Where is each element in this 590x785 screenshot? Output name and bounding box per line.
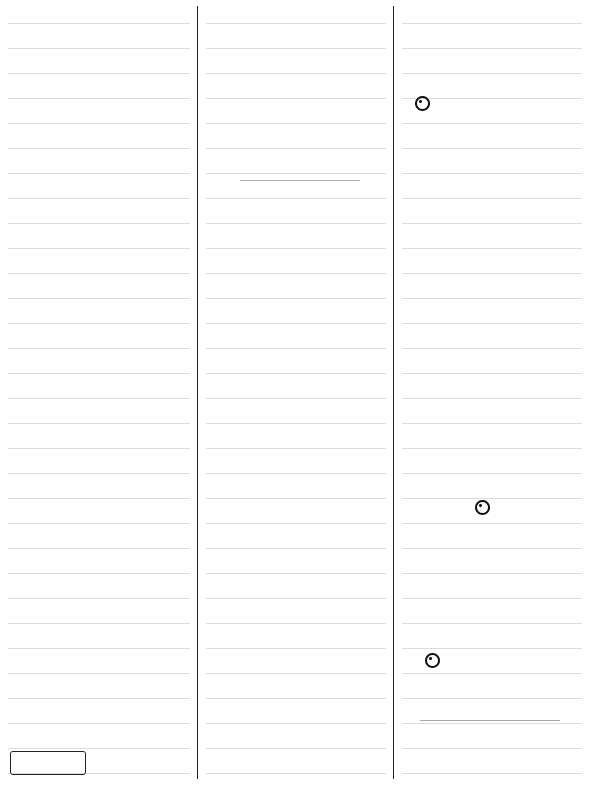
source-credit-rule bbox=[240, 180, 360, 181]
source-credit-rule bbox=[420, 720, 560, 721]
text-line-pattern bbox=[8, 6, 190, 779]
flower-ornament-icon bbox=[475, 500, 490, 515]
text-line-pattern bbox=[206, 6, 386, 779]
column-middle bbox=[202, 6, 390, 779]
continued-label bbox=[10, 751, 86, 775]
column-divider bbox=[393, 6, 394, 779]
column-left bbox=[4, 6, 194, 779]
flower-ornament-icon bbox=[425, 653, 440, 668]
column-divider bbox=[197, 6, 198, 779]
flower-ornament-icon bbox=[415, 96, 430, 111]
